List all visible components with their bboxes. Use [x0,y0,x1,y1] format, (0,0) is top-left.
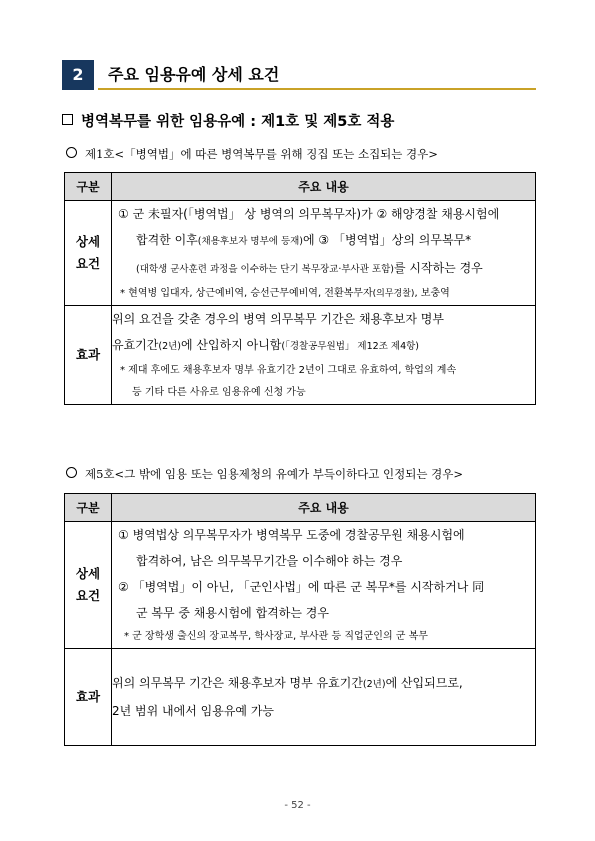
table-1-req-line-2: 합격한 이후(채용후보자 명부에 등재)에 ③ 「병역법」상의 의무복무* [136,233,472,247]
table-1-req-note: * 현역병 입대자, 상근예비역, 승선근무예비역, 전환복무자(의무경찰), 보충역 [120,288,450,299]
table-1-effect-content [112,306,536,405]
table-2-req-line-1: ① 병역법상 의무복무자가 병역복무 도중에 경찰공무원 채용시험에 [118,528,465,542]
table-1-eff-line-2: 유효기간(2년)에 산입하지 아니함(「경찰공무원법」 제12조 제4항) [112,338,419,352]
circle-bullet-icon [66,147,77,158]
table-2-effect-content [112,649,536,746]
table-1-requirements-label: 상세 요건 [65,201,112,306]
table-1-eff-note-1: * 제대 후에도 채용후보자 명부 유효기간 2년이 그대로 유효하여, 학업의 계속 [120,365,457,376]
table-2-header-col1: 구분 [65,494,112,522]
item-2-label: 제5호 [85,467,115,481]
table-1-req-line-1: ① 군 未필자(「병역법」 상 병역의 의무복무자)가 ② 해양경찰 채용시험에 [118,207,500,221]
table-2-requirements-label: 상세 요건 [65,522,112,649]
item-2-text: <그 밖에 임용 또는 임용제청의 유예가 부득이하다고 인정되는 경우> [114,467,464,481]
table-1-header-col1: 구분 [65,173,112,201]
table-1-requirements-row [65,201,536,306]
table-1-header-col2: 주요 내용 [112,173,536,201]
page-number: - 52 - [284,800,311,811]
table-2 [64,493,536,746]
table-1 [64,172,536,405]
table-2-requirements-content [112,522,536,649]
table-1-header-row [65,173,536,201]
table-2-requirements-row [65,522,536,649]
table-2-req-line-4: 군 복무 중 채용시험에 합격하는 경우 [136,606,329,620]
table-2-req-line-2: 합격하여, 남은 의무복무기간을 이수해야 하는 경우 [136,554,403,568]
section-header [62,60,536,90]
subheading-text: 병역복무를 위한 임용유예 : 제1호 및 제5호 적용 [81,114,395,130]
table-2-req-line-3: ② 「병역법」이 아닌, 「군인사법」에 따른 군 복무*를 시작하거나 同 [118,580,485,594]
table-2-req-note: * 군 장학생 출신의 장교복무, 학사장교, 부사관 등 직업군인의 군 복무 [124,631,428,642]
table-2-header-row [65,494,536,522]
table-2-eff-line-2: 2년 범위 내에서 임용유예 가능 [112,704,274,718]
table-2-header-col2: 주요 내용 [112,494,536,522]
circle-bullet-icon [66,467,77,478]
square-bullet-icon [62,114,73,125]
table-2-effect-row [65,649,536,746]
item-2-heading [66,466,463,482]
table-1-eff-note-2: 등 기타 다른 사유로 임용유예 신청 가능 [132,387,306,398]
section-underline [98,88,536,90]
table-1-effect-row [65,306,536,405]
subheading [62,110,394,131]
item-1-label: 제1호 [85,147,115,161]
item-1-text: <「병역법」에 따른 병역복무를 위해 징집 또는 소집되는 경우> [114,147,438,161]
table-2-effect-label: 효과 [65,649,112,746]
table-1-effect-label: 효과 [65,306,112,405]
item-1-heading [66,146,438,162]
section-title: 주요 임용유예 상세 요건 [108,65,280,84]
table-1-requirements-content [112,201,536,306]
table-2-eff-line-1: 위의 의무복무 기간은 채용후보자 명부 유효기간(2년)에 산입되므로, [112,676,463,690]
table-1-eff-line-1: 위의 요건을 갖춘 경우의 병역 의무복무 기간은 채용후보자 명부 [112,312,444,326]
section-number-badge: 2 [62,60,94,90]
table-1-req-line-3: (대학생 군사훈련 과정을 이수하는 단기 복무장교·부사관 포함)를 시작하는 경우 [136,261,483,275]
